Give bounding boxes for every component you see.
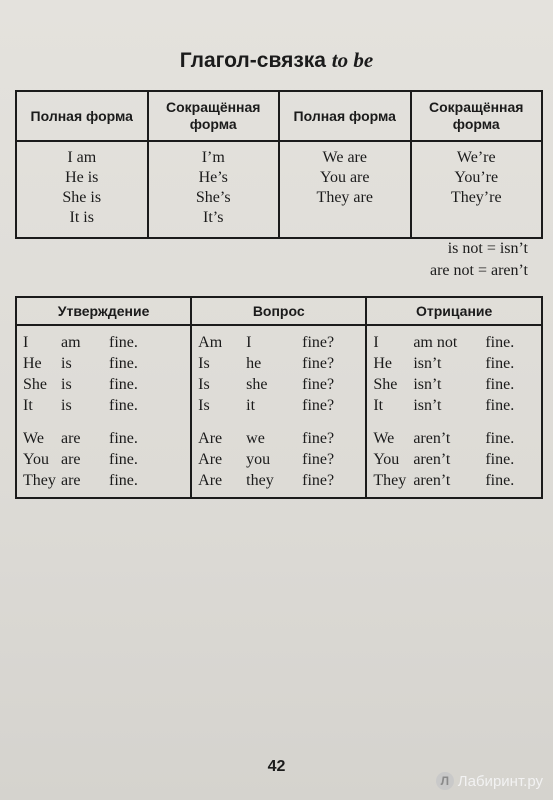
form-cell: You are [320,169,370,186]
full-form-singular [16,141,148,238]
sentence-row: He isn’t fine. [373,355,515,372]
form-cell: I am [67,149,97,166]
sentences-table [15,296,543,499]
sentence-row: Is he fine? [198,355,335,372]
sentence-row: You are fine. [23,451,138,468]
header-affirmative: Утверждение [16,297,191,325]
sentence-row: I am not fine. [373,334,515,351]
sentence-row: We are fine. [23,430,138,447]
form-cell: It’s [203,209,224,226]
question-column [191,325,366,498]
contraction-are-not: are not = aren’t [429,262,528,279]
full-form-plural [279,141,411,238]
form-cell: They’re [450,189,502,206]
sentence-row: Am I fine? [198,334,335,351]
watermark-text: Лабиринт.ру [457,772,543,790]
negative-column [366,325,542,498]
form-cell: We’re [456,149,496,166]
form-cell: We are [322,149,367,166]
form-cell: It is [69,209,94,226]
forms-table [15,90,543,239]
sentence-row: You aren’t fine. [373,451,515,468]
page-number: 42 [267,758,286,775]
form-cell: He’s [198,169,228,186]
watermark-logo [436,772,543,790]
sentence-row: Are they fine? [198,472,335,489]
sentence-row: They aren’t fine. [373,472,515,489]
form-cell: You’re [454,169,499,186]
sentence-row: It isn’t fine. [373,397,515,414]
sentence-row: We aren’t fine. [373,430,515,447]
sentence-row: Is she fine? [198,376,335,393]
title-main: Глагол-связка [179,49,332,72]
form-cell: She’s [195,189,231,206]
sentence-row: She is fine. [23,376,138,393]
form-cell: I’m [201,149,225,166]
header-full-form-2: Полная форма [279,91,411,141]
contraction-is-not: is not = isn’t [447,240,528,257]
short-form-singular [148,141,280,238]
header-short-form-2: Сокращённая форма [411,91,543,141]
short-form-plural [411,141,543,238]
header-full-form-1: Полная форма [16,91,148,141]
header-negative: Отрицание [366,297,542,325]
page-title [0,48,553,73]
sentence-row: Are you fine? [198,451,335,468]
form-cell: He is [65,169,99,186]
title-emphasis: to be [331,48,374,72]
sentence-row: They are fine. [23,472,138,489]
sentence-row: She isn’t fine. [373,376,515,393]
header-question: Вопрос [191,297,366,325]
header-short-form-1: Сокращённая форма [148,91,280,141]
labyrinth-logo-icon: Л [436,772,454,790]
form-cell: She is [62,189,102,206]
sentence-row: He is fine. [23,355,138,372]
sentence-row: I am fine. [23,334,138,351]
sentence-row: Are we fine? [198,430,335,447]
form-cell: They are [316,189,373,206]
sentence-row: It is fine. [23,397,138,414]
affirmative-column [16,325,191,498]
sentence-row: Is it fine? [198,397,335,414]
